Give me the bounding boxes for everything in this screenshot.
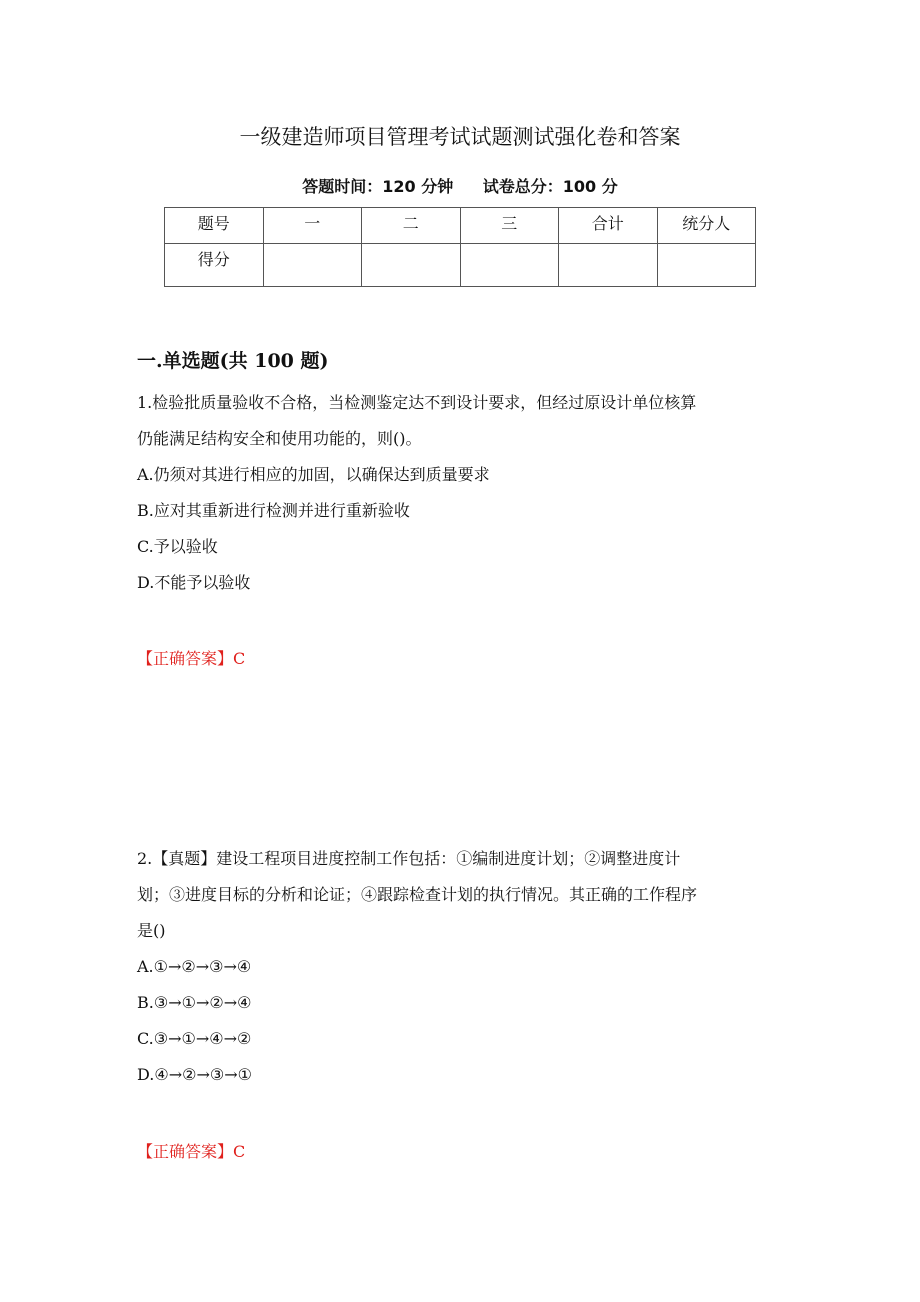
option-a: A.①→②→③→④ xyxy=(137,957,252,976)
section-title: 一.单选题(共 100 题) xyxy=(137,350,329,372)
exam-total-score: 试卷总分：100 分 xyxy=(482,177,618,196)
option-b: B.应对其重新进行检测并进行重新验收 xyxy=(137,501,410,520)
question-text-line: 划；③进度目标的分析和论证；④跟踪检查计划的执行情况。其正确的工作程序 xyxy=(137,885,698,904)
option-c: C.③→①→④→② xyxy=(137,1029,252,1048)
score-cell xyxy=(559,244,658,287)
score-table-header: 一 xyxy=(263,208,362,244)
question-text-line: 2.【真题】建设工程项目进度控制工作包括：①编制进度计划；②调整进度计 xyxy=(137,849,681,868)
exam-info xyxy=(0,174,920,197)
correct-answer: 【正确答案】C xyxy=(137,649,246,668)
question-text-line: 1.检验批质量验收不合格，当检测鉴定达不到设计要求，但经过原设计单位核算 xyxy=(137,393,697,412)
option-d: D.不能予以验收 xyxy=(137,573,251,592)
score-table xyxy=(164,207,756,287)
score-cell xyxy=(657,244,756,287)
score-table-header: 统分人 xyxy=(657,208,756,244)
score-cell xyxy=(263,244,362,287)
document-title: 一级建造师项目管理考试试题测试强化卷和答案 xyxy=(239,125,681,149)
question-text-line: 仍能满足结构安全和使用功能的，则()。 xyxy=(137,429,422,448)
score-table-header: 二 xyxy=(362,208,461,244)
score-cell xyxy=(362,244,461,287)
correct-answer: 【正确答案】C xyxy=(137,1142,246,1161)
question-2 xyxy=(137,841,797,1093)
score-table-header: 三 xyxy=(460,208,559,244)
option-a: A.仍须对其进行相应的加固，以确保达到质量要求 xyxy=(137,465,490,484)
question-text-line: 是() xyxy=(137,921,166,940)
option-b: B.③→①→②→④ xyxy=(137,993,252,1012)
question-1 xyxy=(137,385,797,601)
score-table-header: 合计 xyxy=(559,208,658,244)
exam-time: 答题时间：120 分钟 xyxy=(302,177,454,196)
score-table-score-row xyxy=(165,244,756,287)
option-c: C.予以验收 xyxy=(137,537,218,556)
option-d: D.④→②→③→① xyxy=(137,1065,252,1084)
score-table-header: 题号 xyxy=(165,208,264,244)
score-row-label: 得分 xyxy=(165,244,264,287)
score-table-header-row xyxy=(165,208,756,244)
score-cell xyxy=(460,244,559,287)
